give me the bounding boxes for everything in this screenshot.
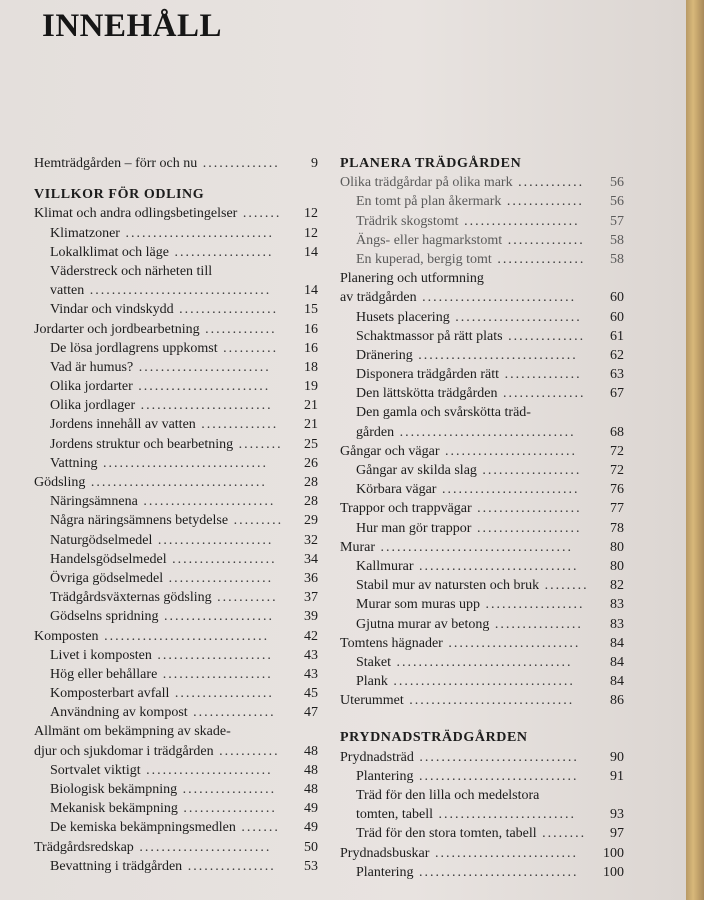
toc-entry-title: Staket bbox=[356, 654, 391, 670]
toc-entry bbox=[340, 403, 624, 422]
toc-entry bbox=[340, 212, 624, 231]
toc-entry bbox=[340, 499, 624, 518]
toc-entry bbox=[34, 377, 318, 396]
toc-entry-title: Hur man gör trappor bbox=[356, 520, 472, 536]
toc-page-number: 34 bbox=[304, 551, 318, 567]
toc-entry bbox=[34, 607, 318, 626]
toc-entry bbox=[34, 550, 318, 569]
toc-entry-title: Planering och utformning bbox=[340, 271, 484, 287]
toc-leader-dots: ............................. bbox=[413, 558, 579, 574]
toc-section-heading bbox=[340, 154, 624, 173]
toc-page-number: 48 bbox=[304, 782, 318, 797]
toc-page-number: 61 bbox=[610, 328, 624, 344]
toc-leader-dots: ................................. bbox=[84, 283, 272, 299]
toc-entry bbox=[34, 454, 318, 473]
toc-entry bbox=[34, 818, 318, 837]
toc-entry bbox=[340, 634, 624, 653]
toc-page-number: 86 bbox=[610, 693, 624, 709]
toc-entry bbox=[34, 473, 318, 492]
toc-leader-dots: .............. bbox=[502, 328, 586, 344]
toc-page-number: 32 bbox=[304, 532, 318, 548]
toc-entry-title: Tomtens hägnader bbox=[340, 635, 443, 651]
toc-leader-dots: .............................. bbox=[98, 628, 270, 644]
toc-entry-title: Naturgödselmedel bbox=[50, 532, 153, 548]
toc-entry bbox=[34, 684, 318, 703]
toc-page-number: 25 bbox=[304, 436, 318, 452]
toc-page-number: 45 bbox=[304, 686, 318, 702]
toc-leader-dots: .............................. bbox=[97, 455, 268, 471]
toc-page-number: 43 bbox=[304, 647, 318, 663]
toc-leader-dots: .......................... bbox=[429, 845, 578, 861]
toc-entry bbox=[34, 627, 318, 646]
toc-page-number: 84 bbox=[610, 635, 624, 651]
toc-page-number: 42 bbox=[304, 628, 318, 644]
toc-entry-title: Gödsling bbox=[34, 475, 86, 490]
toc-leader-dots: ........................ bbox=[137, 494, 276, 510]
toc-entry bbox=[340, 615, 624, 634]
toc-entry-title: Allmänt om bekämpning av skade- bbox=[34, 724, 231, 740]
toc-entry bbox=[340, 767, 624, 786]
toc-entry bbox=[34, 358, 318, 377]
toc-leader-dots: .............. bbox=[499, 367, 582, 383]
toc-leader-dots: ....................... bbox=[140, 762, 273, 778]
toc-entry bbox=[34, 435, 318, 454]
toc-leader-dots: ......................... bbox=[436, 482, 580, 498]
toc-entry-title: Disponera trädgården rätt bbox=[356, 367, 500, 383]
toc-entry-title: Prydnadsbuskar bbox=[340, 845, 430, 861]
toc-leader-dots: ........................ bbox=[442, 635, 581, 651]
toc-entry bbox=[340, 327, 624, 346]
toc-entry bbox=[340, 173, 624, 192]
toc-entry-title: Jordens innehåll av vatten bbox=[50, 417, 196, 433]
toc-page-number: 63 bbox=[610, 367, 624, 383]
toc-page-number: 26 bbox=[304, 455, 318, 471]
toc-entry bbox=[34, 742, 318, 761]
toc-entry bbox=[340, 269, 624, 288]
toc-entry bbox=[340, 805, 624, 824]
toc-page-number: 12 bbox=[304, 206, 318, 222]
toc-entry-title: Plantering bbox=[356, 864, 414, 880]
toc-leader-dots: ....... bbox=[237, 206, 282, 222]
toc-right-column bbox=[340, 154, 624, 882]
page-title: INNEHÅLL bbox=[42, 8, 223, 44]
toc-leader-dots: ................................ bbox=[85, 475, 267, 490]
toc-entry-title: vatten bbox=[50, 283, 85, 299]
toc-leader-dots: ............................. bbox=[412, 347, 578, 363]
toc-entry bbox=[340, 576, 624, 595]
toc-entry bbox=[34, 703, 318, 722]
toc-leader-dots: ................ bbox=[489, 616, 583, 632]
toc-entry bbox=[34, 396, 318, 415]
toc-page-number: 14 bbox=[304, 244, 318, 260]
toc-leader-dots: ................................. bbox=[387, 674, 575, 690]
toc-page-number: 58 bbox=[610, 232, 624, 248]
toc-entry bbox=[340, 672, 624, 691]
toc-leader-dots: ......................... bbox=[432, 807, 576, 823]
toc-leader-dots: .............. bbox=[195, 417, 279, 433]
toc-page-number: 67 bbox=[610, 386, 624, 402]
toc-entry bbox=[340, 288, 624, 307]
toc-leader-dots: ........................ bbox=[133, 839, 272, 855]
toc-entry bbox=[34, 531, 318, 550]
toc-page-number: 28 bbox=[304, 494, 318, 510]
book-edge bbox=[686, 0, 704, 900]
toc-entry-title: En kuperad, bergig tomt bbox=[356, 251, 492, 267]
toc-entry-title: Träd för den lilla och medelstora bbox=[356, 788, 540, 803]
toc-entry-title: PLANERA TRÄDGÅRDEN bbox=[340, 156, 522, 171]
toc-page-number: 18 bbox=[304, 359, 318, 375]
toc-leader-dots: ........................ bbox=[135, 398, 273, 414]
toc-leader-dots: ................. bbox=[177, 801, 277, 817]
toc-leader-dots: ................... bbox=[471, 501, 582, 517]
toc-entry-title: Trädrik skogstomt bbox=[356, 213, 459, 229]
toc-page-number: 82 bbox=[610, 578, 624, 594]
toc-entry bbox=[34, 300, 318, 319]
toc-entry-title: VILLKOR FÖR ODLING bbox=[34, 187, 205, 203]
toc-entry bbox=[34, 262, 318, 281]
toc-leader-dots: .............. bbox=[502, 232, 585, 248]
toc-entry-title: De kemiska bekämpningsmedlen bbox=[50, 820, 236, 836]
toc-entry-title: De lösa jordlagrens uppkomst bbox=[50, 340, 218, 356]
toc-entry-title: Gångar av skilda slag bbox=[356, 463, 477, 478]
toc-entry-title: Livet i komposten bbox=[50, 647, 152, 663]
toc-entry bbox=[340, 557, 624, 576]
toc-leader-dots: ........ bbox=[539, 578, 589, 594]
toc-page-number: 53 bbox=[304, 858, 318, 874]
toc-page-number: 83 bbox=[610, 597, 624, 613]
toc-entry bbox=[34, 243, 318, 262]
toc-page-number: 78 bbox=[610, 520, 624, 536]
toc-leader-dots: ............................. bbox=[413, 749, 579, 765]
toc-leader-dots: .................. bbox=[169, 686, 274, 702]
toc-entry-title: gården bbox=[356, 424, 395, 440]
toc-entry-title: Klimatzoner bbox=[50, 225, 120, 241]
toc-leader-dots: ................... bbox=[166, 551, 277, 567]
toc-left-column bbox=[34, 154, 318, 876]
toc-leader-dots: ..................... bbox=[458, 213, 580, 229]
toc-entry-title: Klimat och andra odlingsbetingelser bbox=[34, 206, 238, 222]
toc-entry bbox=[340, 691, 624, 710]
toc-entry-title: Murar som muras upp bbox=[356, 597, 481, 613]
toc-entry-title: Plantering bbox=[356, 768, 414, 784]
toc-entry-title: Komposterbart avfall bbox=[50, 686, 170, 702]
toc-entry-title: Väderstreck och närheten till bbox=[50, 263, 213, 279]
toc-page-number: 37 bbox=[304, 590, 318, 606]
toc-page-number: 62 bbox=[610, 347, 624, 363]
toc-entry-title: Körbara vägar bbox=[356, 482, 437, 498]
toc-entry bbox=[34, 320, 318, 339]
toc-entry-title: Den lättskötta trädgården bbox=[356, 386, 498, 402]
toc-entry bbox=[34, 339, 318, 358]
toc-entry-title: Trappor och trappvägar bbox=[340, 501, 472, 517]
toc-entry bbox=[340, 748, 624, 767]
toc-leader-dots: ..................... bbox=[151, 647, 273, 663]
toc-entry-title: Stabil mur av natursten och bruk bbox=[356, 578, 540, 594]
toc-leader-dots: ............ bbox=[512, 175, 585, 191]
toc-page-number: 91 bbox=[610, 768, 624, 784]
toc-page-number: 60 bbox=[610, 290, 624, 306]
toc-entry-title: En tomt på plan åkermark bbox=[356, 194, 502, 210]
toc-entry-title: Sortvalet viktigt bbox=[50, 762, 141, 778]
toc-entry-title: Träd för den stora tomten, tabell bbox=[356, 826, 537, 842]
toc-leader-dots: ............................. bbox=[413, 768, 579, 784]
toc-entry bbox=[340, 844, 624, 863]
toc-page-number: 72 bbox=[610, 443, 624, 459]
toc-entry bbox=[340, 365, 624, 384]
toc-entry-title: Kallmurar bbox=[356, 558, 414, 574]
toc-entry bbox=[34, 224, 318, 243]
toc-page-number: 15 bbox=[304, 302, 318, 318]
toc-entry-title: Trädgårdsredskap bbox=[34, 839, 134, 855]
toc-page-number: 47 bbox=[304, 705, 318, 721]
toc-entry-title: Användning av kompost bbox=[50, 705, 188, 721]
toc-leader-dots: ....................... bbox=[449, 309, 582, 325]
toc-page-number: 80 bbox=[610, 539, 624, 555]
toc-page-number: 14 bbox=[304, 283, 318, 299]
toc-page-number: 43 bbox=[304, 666, 318, 682]
toc-entry bbox=[34, 780, 318, 799]
toc-entry-title: Husets placering bbox=[356, 309, 450, 325]
toc-entry-title: Olika jordarter bbox=[50, 379, 133, 395]
toc-entry bbox=[340, 519, 624, 538]
toc-page-number: 49 bbox=[304, 801, 318, 817]
toc-entry bbox=[340, 384, 624, 403]
toc-page-number: 97 bbox=[610, 826, 624, 842]
toc-leader-dots: .................. bbox=[173, 302, 279, 318]
toc-entry-title: Schaktmassor på rätt plats bbox=[356, 328, 503, 344]
toc-entry bbox=[34, 154, 318, 173]
toc-entry bbox=[340, 250, 624, 269]
toc-leader-dots: ............................ bbox=[416, 290, 577, 306]
toc-entry-title: Gödselns spridning bbox=[50, 609, 159, 625]
toc-page-number: 49 bbox=[304, 820, 318, 836]
toc-leader-dots: ............... bbox=[187, 705, 276, 721]
toc-entry-title: Trädgårdsväxternas gödsling bbox=[50, 590, 212, 606]
toc-page-number: 56 bbox=[610, 194, 624, 210]
toc-entry-title: Näringsämnena bbox=[50, 494, 138, 510]
toc-entry-title: Murar bbox=[340, 539, 375, 555]
toc-leader-dots: .................. bbox=[168, 244, 274, 260]
toc-page-number: 48 bbox=[304, 762, 318, 778]
toc-entry-title: Övriga gödselmedel bbox=[50, 570, 164, 586]
toc-entry-title: Plank bbox=[356, 674, 388, 690]
toc-entry bbox=[34, 511, 318, 530]
toc-leader-dots: ..................... bbox=[152, 532, 274, 548]
toc-leader-dots: .................... bbox=[157, 666, 273, 682]
toc-entry-title: Lokalklimat och läge bbox=[50, 244, 169, 260]
toc-page-number: 16 bbox=[304, 340, 318, 356]
toc-entry-title: Handelsgödselmedel bbox=[50, 551, 167, 567]
toc-leader-dots: .......... bbox=[217, 340, 279, 356]
toc-leader-dots: ........................ bbox=[133, 359, 271, 375]
toc-section-heading bbox=[34, 185, 318, 204]
toc-entry bbox=[34, 281, 318, 300]
toc-entry bbox=[34, 492, 318, 511]
toc-entry bbox=[340, 786, 624, 805]
toc-entry-title: djur och sjukdomar i trädgården bbox=[34, 743, 214, 759]
toc-leader-dots: ................. bbox=[177, 782, 277, 797]
toc-entry-title: Jordarter och jordbearbetning bbox=[34, 321, 200, 337]
toc-entry bbox=[340, 423, 624, 442]
toc-entry-title: Hemträdgården – förr och nu bbox=[34, 156, 198, 171]
toc-entry bbox=[340, 653, 624, 672]
toc-entry-title: Vad är humus? bbox=[50, 359, 134, 375]
toc-page-number: 56 bbox=[610, 175, 624, 191]
toc-entry-title: Ängs- eller hagmarkstomt bbox=[356, 232, 503, 248]
toc-leader-dots: .................. bbox=[480, 597, 585, 613]
toc-entry-title: Jordens struktur och bearbetning bbox=[50, 436, 234, 452]
toc-entry bbox=[34, 415, 318, 434]
toc-leader-dots: ........ bbox=[233, 436, 283, 452]
toc-entry bbox=[34, 646, 318, 665]
toc-leader-dots: ............. bbox=[199, 321, 277, 337]
toc-entry-title: Prydnadsträd bbox=[340, 749, 414, 765]
toc-page-number: 100 bbox=[603, 845, 624, 861]
toc-entry-title: Gångar och vägar bbox=[340, 443, 440, 459]
toc-page-number: 84 bbox=[610, 674, 624, 690]
toc-page-number: 36 bbox=[304, 570, 318, 586]
toc-entry bbox=[340, 595, 624, 614]
toc-leader-dots: ........................ bbox=[132, 379, 271, 395]
toc-leader-dots: ................................ bbox=[391, 654, 573, 670]
toc-page-number: 16 bbox=[304, 321, 318, 337]
toc-leader-dots: .............................. bbox=[403, 693, 575, 709]
toc-leader-dots: .............. bbox=[197, 156, 280, 171]
toc-entry-title: Gjutna murar av betong bbox=[356, 616, 490, 632]
toc-entry-title: Vindar och vindskydd bbox=[50, 302, 174, 318]
toc-leader-dots: ........ bbox=[536, 826, 587, 842]
toc-entry-title: tomten, tabell bbox=[356, 807, 433, 823]
toc-entry bbox=[34, 761, 318, 780]
toc-page-number: 84 bbox=[610, 654, 624, 670]
toc-page-number: 58 bbox=[610, 251, 624, 267]
toc-leader-dots: ................................ bbox=[394, 424, 576, 440]
toc-page-number: 83 bbox=[610, 616, 624, 632]
toc-entry bbox=[340, 824, 624, 843]
toc-entry-title: Komposten bbox=[34, 628, 99, 644]
toc-entry bbox=[340, 480, 624, 499]
toc-leader-dots: ......... bbox=[228, 513, 284, 529]
toc-leader-dots: .............. bbox=[501, 194, 584, 210]
toc-section-heading bbox=[340, 728, 624, 747]
toc-entry-title: Några näringsämnens betydelse bbox=[50, 513, 229, 529]
toc-leader-dots: ........................ bbox=[439, 443, 578, 459]
toc-leader-dots: ................................... bbox=[375, 539, 573, 555]
toc-entry bbox=[34, 204, 318, 223]
toc-entry-title: Dränering bbox=[356, 347, 413, 363]
toc-leader-dots: ............... bbox=[497, 386, 586, 402]
toc-page-number: 19 bbox=[304, 379, 318, 395]
toc-entry-title: Den gamla och svårskötta träd- bbox=[356, 405, 531, 421]
toc-page-number: 57 bbox=[610, 213, 624, 229]
toc-entry bbox=[34, 722, 318, 741]
toc-entry bbox=[340, 538, 624, 557]
toc-leader-dots: .................... bbox=[158, 609, 274, 625]
toc-entry bbox=[34, 665, 318, 684]
toc-entry bbox=[34, 838, 318, 857]
toc-page-number: 60 bbox=[610, 309, 624, 325]
toc-entry-title: Bevattning i trädgården bbox=[50, 858, 183, 874]
toc-entry bbox=[340, 461, 624, 480]
toc-page-number: 76 bbox=[610, 482, 624, 498]
toc-entry-title: Mekanisk bekämpning bbox=[50, 801, 178, 817]
toc-entry bbox=[340, 231, 624, 250]
toc-page-number: 9 bbox=[311, 156, 318, 171]
toc-leader-dots: .................. bbox=[476, 463, 582, 478]
toc-entry-title: Vattning bbox=[50, 455, 98, 471]
toc-page-number: 68 bbox=[610, 424, 624, 440]
toc-entry bbox=[340, 346, 624, 365]
toc-entry bbox=[340, 192, 624, 211]
toc-leader-dots: ................... bbox=[471, 520, 582, 536]
toc-entry bbox=[340, 863, 624, 882]
toc-leader-dots: ....... bbox=[235, 820, 280, 836]
toc-entry-title: PRYDNADSTRÄDGÅRDEN bbox=[340, 730, 528, 746]
toc-entry-title: Olika jordlager bbox=[50, 398, 136, 414]
toc-page-number: 93 bbox=[610, 807, 624, 823]
toc-page-number: 21 bbox=[304, 398, 318, 414]
toc-leader-dots: ................ bbox=[182, 858, 276, 874]
toc-page-number: 12 bbox=[304, 225, 318, 241]
toc-entry bbox=[340, 442, 624, 461]
toc-leader-dots: ................ bbox=[491, 251, 586, 267]
toc-leader-dots: ........... bbox=[213, 743, 280, 759]
toc-entry bbox=[34, 569, 318, 588]
toc-entry-title: Biologisk bekämpning bbox=[50, 782, 178, 797]
toc-entry bbox=[34, 588, 318, 607]
toc-leader-dots: ........... bbox=[211, 590, 278, 606]
toc-entry-title: Olika trädgårdar på olika mark bbox=[340, 175, 513, 191]
toc-leader-dots: ................... bbox=[163, 570, 274, 586]
toc-page-number: 29 bbox=[304, 513, 318, 529]
toc-entry-title: Uterummet bbox=[340, 693, 404, 709]
toc-page-number: 21 bbox=[304, 417, 318, 433]
toc-entry-title: av trädgården bbox=[340, 290, 417, 306]
toc-page-number: 90 bbox=[610, 749, 624, 765]
toc-page-number: 48 bbox=[304, 743, 318, 759]
toc-page-number: 72 bbox=[610, 463, 624, 478]
toc-page-number: 100 bbox=[603, 864, 624, 880]
toc-page-number: 39 bbox=[304, 609, 318, 625]
toc-entry bbox=[340, 308, 624, 327]
toc-page-number: 80 bbox=[610, 558, 624, 574]
toc-page-number: 77 bbox=[610, 501, 624, 517]
toc-entry bbox=[34, 799, 318, 818]
toc-page-number: 50 bbox=[304, 839, 318, 855]
toc-leader-dots: ............................. bbox=[413, 864, 579, 880]
toc-leader-dots: ........................... bbox=[119, 225, 274, 241]
toc-entry-title: Hög eller behållare bbox=[50, 666, 158, 682]
toc-page-number: 28 bbox=[304, 475, 318, 490]
toc-entry bbox=[34, 857, 318, 876]
